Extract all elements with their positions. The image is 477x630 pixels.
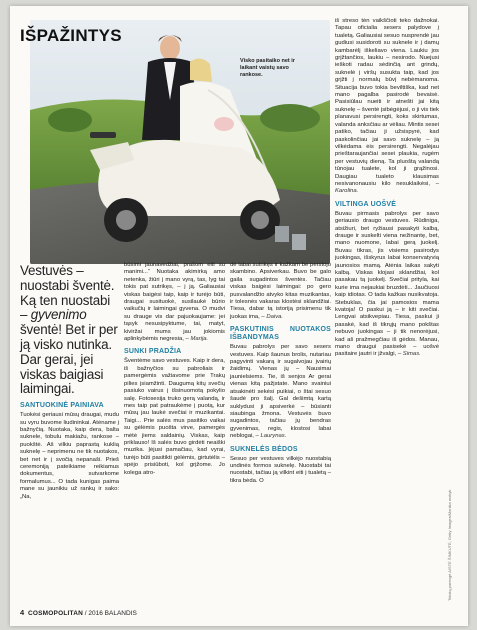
story-text: Tuokėsi geriausi mūsų draugai, mudu su vyru buvome liudininkai. Atėname į bažnyčią. Nuotaka, kaip dera, balta suknele, tobulu makiažu, rankose – puokštė. Aš vilkiu paprastą kuklią suknelę – neprimenu ne tik nuotakos, bet net ir į svočią nepanaši. Prieš ceremoniją pateikiame reikiamus dokumentus, sutvarkome formalumus... O tada kunigas paima mane su jaunikiu už rankų ir sako: „Na, <box>20 412 119 500</box>
signature: Marija. <box>190 336 209 343</box>
photo-credit: Tekstą parengė AISTĖ ŠIMKUTĖ, Getty Images/Monika mokyk <box>447 489 452 601</box>
story-text: iš streso tėn vaikščioti teko dažnokai. Tapau oficialia sesers palydove į tualetą. Galiausiai sesuo nusprendė jau gudiusi susidoroti su suknele ir į damų kambarėlį iškeliavo viena. Laukiu jos grįžtančios, laukiu – nesirodo. Nuejusi ieškoti radau sėdinčią ant grindų, suknelė į viršų susukta taip, kad jos grįžti į normalų būvį nebėmanoma. Situacija buvo tokia beviltiška, kad net mano pagalba pasirodė bevaisė. Pasisiūlau nueiti ir atnešti jai kitą suknelę – šventė įsibėgėjusi, o ji vis tiek planavusi persirengti, koks skirtumas, valanda anksčiau ar vėliau. Mintis sesei patiko, tačiau ji užsispyrė, kad paskolinčiau jai savo suknelę – ją vilkėdama ėis persirengti. Negalėjau prieštaraujančiai sesei plaukia, rugėm per vestuvių dieną. Ta pluoštą valandą tūnojau tualete, kol ji grąžinosi. Daugiau tualeto klausimas nesivanonausiu kilo nesuklaikėsi, – Karolina. <box>335 18 439 195</box>
magazine-page <box>10 6 468 626</box>
signature: Karolina. <box>335 188 359 195</box>
photo-caption: Visko pasitaiko net ir laikant vaistų savo rankose. <box>240 58 295 78</box>
page-number: 4 <box>20 608 25 617</box>
signature: Simas. <box>402 351 421 358</box>
story-text: Buvau pirmasis pabrolys per savo geriausio draugo vestuves. Rūdiniga, atsižiuri, bet ryžiausi pasakyti kalbą, drauge ir suskelti viena nežinantę, bet, mano nuomone, labai gerą juokelį. Buvau tikras, jis visiems pasirodys juokingas, išskyrus labai konservatyvią jaunosios mamą. Atėnia laikas sakyti kalbą. Viskas klojasi sklandžiai, kol pasakau tą juokelį. Svečiai prityla, kai kurie ima nejaukiai bruzdėti... Jaučiuosi kaip idiotas. O tada kažkas nusikvatoja. Stebuklas, čia jai pamosios mama kvatoja! O paskui ją – ir kiti svečiai. Lengvai atsikvepiau. Tiesa, paskui ji pasakė, kad iš tikrųjų mano pokštas nebuvo juokingas – ji tik nenorėjusi, kad aš pražmegčiau iš gėdos. Manau, mano draugui pasisekė – uošvė pasitaire jautri ir įžvalgi, – Simas. <box>335 210 439 358</box>
magazine-name: COSMOPOLITAN <box>27 610 83 617</box>
issue-date: / 2016 BALANDIS <box>82 610 137 617</box>
subhead-paskutinis-isbandymas: PASKUTINIS NUOTAKOS IŠBANDYMAS <box>230 326 331 342</box>
photo-illustration <box>30 20 330 264</box>
intro-lead: Vestuvės – nuostabi šventė. Ką ten nuostabi – gyvenimo šventė! Bet ir per ją visko nutinka. Dar gerai, jei viskas baigiasi laimingai. <box>20 263 118 397</box>
page-footer <box>20 608 137 617</box>
signature: Laurynas. <box>260 433 287 440</box>
column-1 <box>20 262 119 501</box>
wedding-scooter-photo <box>30 20 330 264</box>
story-text: Sesuo per vestuves vilkėjo nuostabią undinės formos suknelę. Nuostabi tai nuostabi, tačiau ją vilkint eiti į tualetą – tikra bėda. O <box>230 455 331 484</box>
column-3 <box>230 262 331 485</box>
column-2 <box>124 262 225 477</box>
subhead-sunki-pradzia: SUNKI PRADŽIA <box>124 348 182 356</box>
subhead-santuokine-painiava: SANTUOKINĖ PAINIAVA <box>20 402 104 410</box>
section-tag: IŠPAŽINTYS <box>20 26 122 45</box>
column-4 <box>335 18 439 359</box>
story-text: Šventėme savo vestuves. Kaip ir dera, iš bažnyčios su pabroliais ir pamergėmis važiavome prie Trakų pilies įsiamžinti. Daugumą kitų svečių pasiuko vairus į išsinuomotą pokylio salę. Fotosesija truko gerą valandą, ir mes taip pat patraukėme į puotą, kur mūsų jau laukė svečiai ir muzikantai. Taigi... Prie salės mus pasitiko vaikai su gėlėmis puošta virve, pamergės mėtė jiems saldainių. Viskas, kaip priklauso! Iš salės buvo girdėti neaiški muzika. Įėjusi pamačiau, kad vyrai, turėjo būti pasitikti gėlėmis, girtutėlis – spėjo prisiūboti, kol grįžome. Jo kolega atro- <box>124 358 225 476</box>
subhead-sukneles-bedos: SUKNELĖS BĖDOS <box>230 445 298 453</box>
story-text: Buvau pabrolys per savo sesers vestuves. Kaip šaunus brolis, nutariau pagyvinti vakarą ir sugalvojau įvairių žaidimų. Vienas jų – Nausimai jaunielsiems. Tie, iš senjos Ar gerai vienas kitą pažįstate. Mano svainiui atsakinėti sekėsi puikiai, o štai sesuo šaudė pro šalį. Gal dešimtą kartą suklydusi ji apsiverkė – būsianti siaubinga žmona. Vestuvės buvo sugadintos, tačiau jų bendras gyvenimas, regis, klostosi labai neblogai, – Laurynas. <box>230 344 331 440</box>
signature: Daiva. <box>266 313 284 320</box>
story-text: dė labai sutrikęs ir kažkam be perstojo skambino. Apsiverkau. Buvo be galo gaila sugadintos šventės. Tačiau viskas baigėsi laimingai: po gero pusvalandžio atvyko kitas muzikantas, ir tolesnės vakaras klostėsi sklandžiai. Tiesa, dabar tą istoriją prisimenu tik juokas ima, – Daiva. <box>230 262 331 320</box>
subhead-viltinga-uosve: VILTINGA UOŠVĖ <box>335 200 397 208</box>
story-text: būsimi jaunavedžiai, prašom eiti su manimi...“ Nuotaka akimirką amo netenka, žiūri į mano vyrą, tas, lyg tai tokis pat sutrikęs, – į ją. Galiausiai viskas baigėsi taip, kaip ir turėjo būti, draugai susituokė, susilaukė būrio vaikučių ir laimingai gyvena. O mudvi su drauge vis dar pajuokaujame: jei tąsyk nesusipyktume, tai, matyt, kiviržai mums jau jokiomis aplinkybėmis negresia, – Marija. <box>124 262 225 343</box>
